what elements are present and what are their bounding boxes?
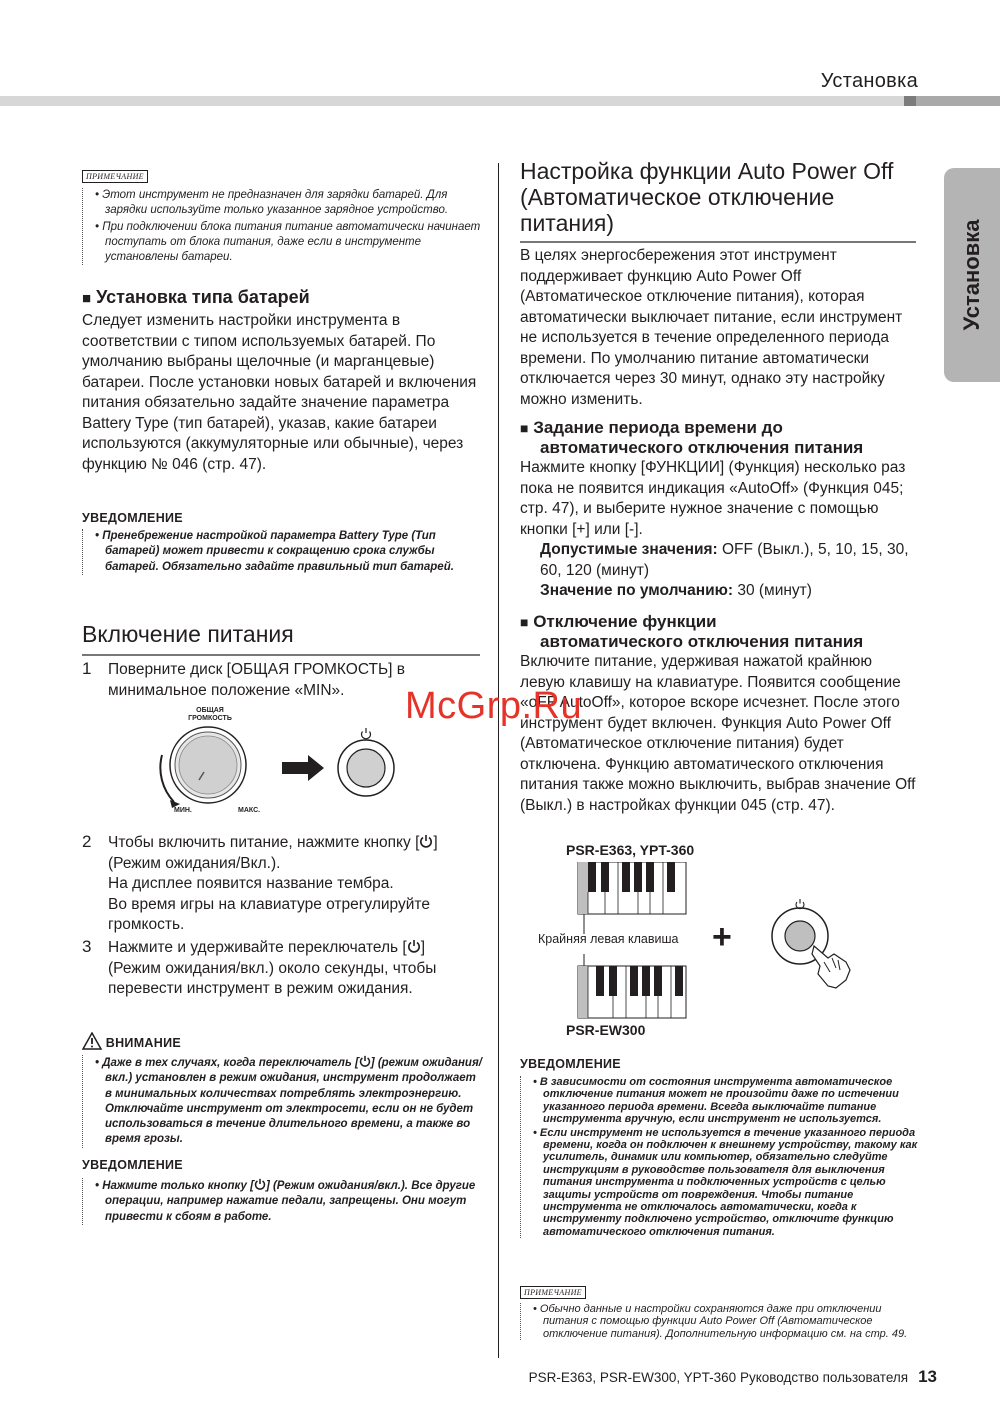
section-heading: автоматического отключения питания — [540, 632, 864, 651]
header-rule — [0, 96, 904, 106]
period-section — [520, 418, 920, 602]
side-tab — [944, 168, 1000, 382]
column-divider — [498, 163, 499, 1358]
step-number: 2 — [82, 832, 92, 851]
disable-body: Включите питание, удерживая нажатой крайнюю левую клавишу на клавиатуре. Появится сообщение «oFF AutoOff», которое вскоре исчезнет. После этого инструмент будет включен. Функция Auto Power Off (Автоматическое отключение питания) будет отключена. Функцию автоматического отключения питания также можно выключить, выбрав значение Off (Выкл.) в настройках функции 045 (стр. 47). — [520, 653, 916, 814]
caution-box — [82, 1032, 482, 1149]
knob-label: ОБЩАЯ ГРОМКОСТЬ — [188, 707, 232, 722]
step-extra: На дисплее появится название тембра. Во время игры на клавиатуре отрегулируйте громкость. — [108, 875, 430, 933]
knob-min-label: МИН. — [174, 807, 192, 814]
section-heading: ■ Установка типа батарей — [82, 287, 310, 307]
notice-title: УВЕДОМЛЕНИЕ — [520, 1057, 621, 1071]
notice-item: • Если инструмент не используется в течение указанного периода времени, когда он подключен к внешнему устройству, такому как усилитель, динамик или компьютер, обязательно следуйте инструкциям в руководстве пользователя для выключения питания инструмента и подключенных устройств с целью защиты устройств от повреждения. Чтобы питание инструмента не отключалось автоматически, когда к инструменту подключено устройство, отключите функцию автоматического отключения питания. — [533, 1126, 918, 1238]
watermark: McGrp.Ru — [405, 685, 583, 727]
allowed-values: Допустимые значения: OFF (Выкл.), 5, 10, 15, 30, 60, 120 (минут) — [540, 541, 909, 579]
section-heading: ■ Задание периода времени до — [520, 418, 783, 437]
note-item: • При подключении блока питания питание автоматически начинает поступать от блока питания, даже если в инструменте установлены батареи. — [95, 220, 481, 264]
note-box-bottom — [520, 1282, 920, 1341]
step-number: 1 — [82, 659, 92, 678]
warning-icon — [82, 1032, 102, 1050]
side-tab-label: Установка — [959, 219, 984, 331]
power-on-heading: Включение питания — [82, 621, 294, 647]
battery-section — [82, 287, 482, 475]
auto-off-notice — [520, 1057, 920, 1239]
page-section-title: Установка — [820, 70, 918, 92]
power-icon — [254, 1178, 266, 1190]
note-item: • Этот инструмент не предназначен для зарядки батарей. Для зарядки используйте только указанное зарядное устройство. — [95, 189, 449, 217]
battery-notice — [82, 511, 482, 576]
footer-text: PSR-E363, PSR-EW300, YPT-360 Руководство пользователя — [528, 1370, 909, 1385]
power-icon — [362, 728, 371, 739]
power-icon — [407, 939, 421, 953]
notice-title: УВЕДОМЛЕНИЕ — [82, 511, 183, 525]
step-text: Поверните диск [ОБЩАЯ ГРОМКОСТЬ] в минимальное положение «MIN». — [108, 661, 406, 699]
heading-underline — [520, 241, 916, 243]
notice-item: • В зависимости от состояния инструмента автоматическое отключение питания может не произойти даже по истечении указанного периода времени. Всегда выключайте питание инструмента вручную, если инструмент не используется. — [533, 1076, 899, 1126]
header-rule-marker — [904, 96, 916, 106]
notice-item: • Пренебрежение настройкой параметра Battery Type (Тип батарей) может привести к сокращению срока службы батарей. Обязательно задайте правильный тип батарей. — [95, 530, 454, 573]
power-icon — [796, 899, 804, 909]
period-body: Нажмите кнопку [ФУНКЦИИ] (Функция) несколько раз пока не появится индикация «AutoOff» (Функция 045; стр. 47), и выберите нужное значение с помощью кнопки [+] или [-]. — [520, 459, 906, 538]
step-text: Нажмите и удерживайте переключатель [ ] (Режим ожидания/вкл.) около секунды, чтобы перевести инструмент в режим ожидания. — [108, 939, 437, 997]
step-text: Чтобы включить питание, нажмите кнопку [ ] (Режим ожидания/Вкл.). На дисплее появится название тембра. Во время игры на клавиатуре отрегулируйте громкость. — [108, 833, 480, 936]
power-icon — [359, 1055, 371, 1067]
left-key-label: Крайняя левая клавиша — [538, 932, 679, 946]
hand-icon — [812, 946, 850, 988]
caution-title: ВНИМАНИЕ — [105, 1036, 182, 1050]
plus-sign: + — [712, 918, 732, 956]
page-number: 13 — [918, 1367, 937, 1386]
power-notice — [82, 1158, 482, 1226]
power-icon — [419, 834, 433, 848]
caution-text: • Даже в тех случаях, когда переключатель [ ] (режим ожидания/вкл.) установлен в режим ожидания, инструмент продолжает в минимальных количествах потреблять электроэнергию. Отключайте инструмент от электросети, если он не будет использоваться в течение длительного времени, а также во время грозы. — [82, 1055, 482, 1148]
knob-max-label: МАКС. — [238, 807, 261, 814]
note-icon: ПРИМЕЧАНИЕ — [82, 170, 148, 183]
section-heading: автоматического отключения питания — [540, 438, 864, 457]
note-icon: ПРИМЕЧАНИЕ — [520, 1286, 586, 1299]
model-label-top: PSR-E363, YPT-360 — [566, 842, 695, 858]
battery-body: Следует изменить настройки инструмента в соответствии с типом используемых батарей. По умолчанию выбраны щелочные (и марганцевые) батареи. После установки новых батарей и включения питания обязательно задайте значение параметра Battery Type (тип батарей), указав, какие батареи используются (аккумуляторные или обычные), через функцию № 046 (стр. 47). — [82, 312, 477, 473]
page-footer — [529, 1367, 937, 1387]
auto-power-off-intro: В целях энергосбережения этот инструмент поддерживает функцию Auto Power Off (Автоматическое отключение питания), которая автоматически выключает питание, если инструмент не используется в течение определенного периода времени. По умолчанию питание автоматически отключается через 30 минут, однако эту настройку можно изменить. — [520, 247, 903, 408]
auto-power-off-heading: Настройка функции Auto Power Off (Автоматическое отключение питания) — [520, 158, 894, 236]
model-label-bottom: PSR-EW300 — [566, 1022, 646, 1038]
step-number: 3 — [82, 937, 92, 956]
notice-title: УВЕДОМЛЕНИЕ — [82, 1158, 183, 1172]
header-rule-end — [916, 96, 1000, 106]
default-value: Значение по умолчанию: 30 (минут) — [540, 582, 812, 599]
notice-text: • Нажмите только кнопку [ ] (Режим ожидания/вкл.). Все другие операции, например нажатие педали, запрещены. Они могут привести к сбоям в работе. — [82, 1178, 482, 1225]
section-heading: ■ Отключение функции — [520, 612, 717, 631]
note-item: • Обычно данные и настройки сохраняются даже при отключении питания с помощью функции Auto Power Off (Автоматическое отключение питания). Дополнительную информацию см. на стр. 49. — [533, 1303, 908, 1340]
note-box-top — [82, 166, 482, 266]
heading-underline — [82, 654, 480, 656]
